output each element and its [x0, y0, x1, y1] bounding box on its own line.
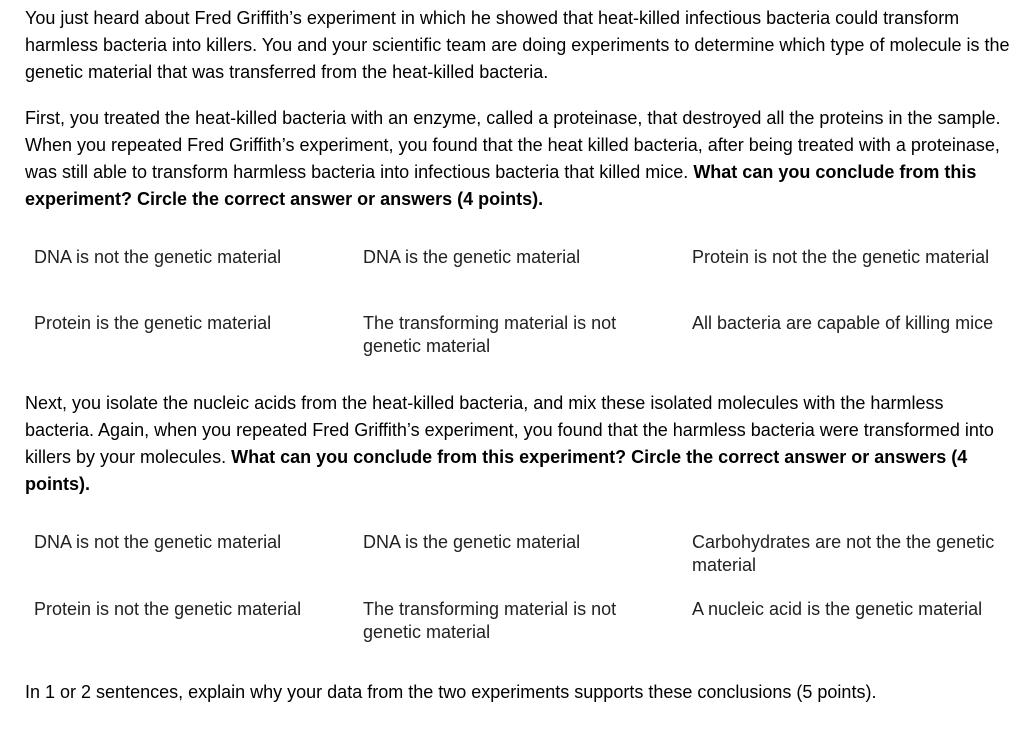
experiment1-text: First, you treated the heat-killed bacteria with an enzyme, called a proteinase, that destroyed all the proteins in the sample. When you repeated Fred Griffith’s experiment, you found that the heat killed bacteria, after being treated with a proteinase, was still able to transform harmless bacteria into infectious bacteria that killed mice.: [25, 108, 1001, 182]
final-prompt-paragraph: [25, 679, 1015, 706]
experiment1-option-2[interactable]: DNA is the genetic material: [363, 247, 581, 267]
experiment2-paragraph: [25, 390, 1015, 498]
experiment2-option-5[interactable]: The transforming material is not genetic material: [363, 599, 617, 642]
experiment1-option-3[interactable]: Protein is not the the genetic material: [692, 247, 990, 267]
experiment1-paragraph: [25, 105, 1015, 213]
intro-paragraph: [25, 5, 1015, 86]
experiment2-option-2[interactable]: DNA is the genetic material: [363, 532, 581, 552]
experiment2-option-1[interactable]: DNA is not the genetic material: [34, 532, 282, 552]
experiment2-question: What can you conclude from this experiment? Circle the correct answer or answers (4 points).: [25, 447, 968, 494]
final-prompt-text: In 1 or 2 sentences, explain why your data from the two experiments supports these conclusions (5 points).: [25, 682, 877, 702]
intro-text: You just heard about Fred Griffith’s experiment in which he showed that heat-killed infectious bacteria could transform harmless bacteria into killers. You and your scientific team are doing experiments to determine which type of molecule is the genetic material that was transferred from the heat-killed bacteria.: [25, 8, 1010, 82]
experiment1-option-1[interactable]: DNA is not the genetic material: [34, 247, 282, 267]
experiment1-option-5[interactable]: The transforming material is not genetic material: [363, 313, 617, 356]
experiment2-option-6[interactable]: A nucleic acid is the genetic material: [692, 599, 983, 619]
experiment2-option-4[interactable]: Protein is not the genetic material: [34, 599, 302, 619]
experiment1-option-4[interactable]: Protein is the genetic material: [34, 313, 272, 333]
experiment1-question: What can you conclude from this experiment? Circle the correct answer or answers (4 points).: [25, 162, 977, 209]
experiment2-text: Next, you isolate the nucleic acids from the heat-killed bacteria, and mix these isolated molecules with the harmless bacteria. Again, when you repeated Fred Griffith’s experiment, you found that the harmless bacteria were transformed into killers by your molecules.: [25, 393, 994, 467]
experiment2-option-3[interactable]: Carbohydrates are not the the genetic material: [692, 532, 995, 575]
experiment1-option-6[interactable]: All bacteria are capable of killing mice: [692, 313, 994, 333]
